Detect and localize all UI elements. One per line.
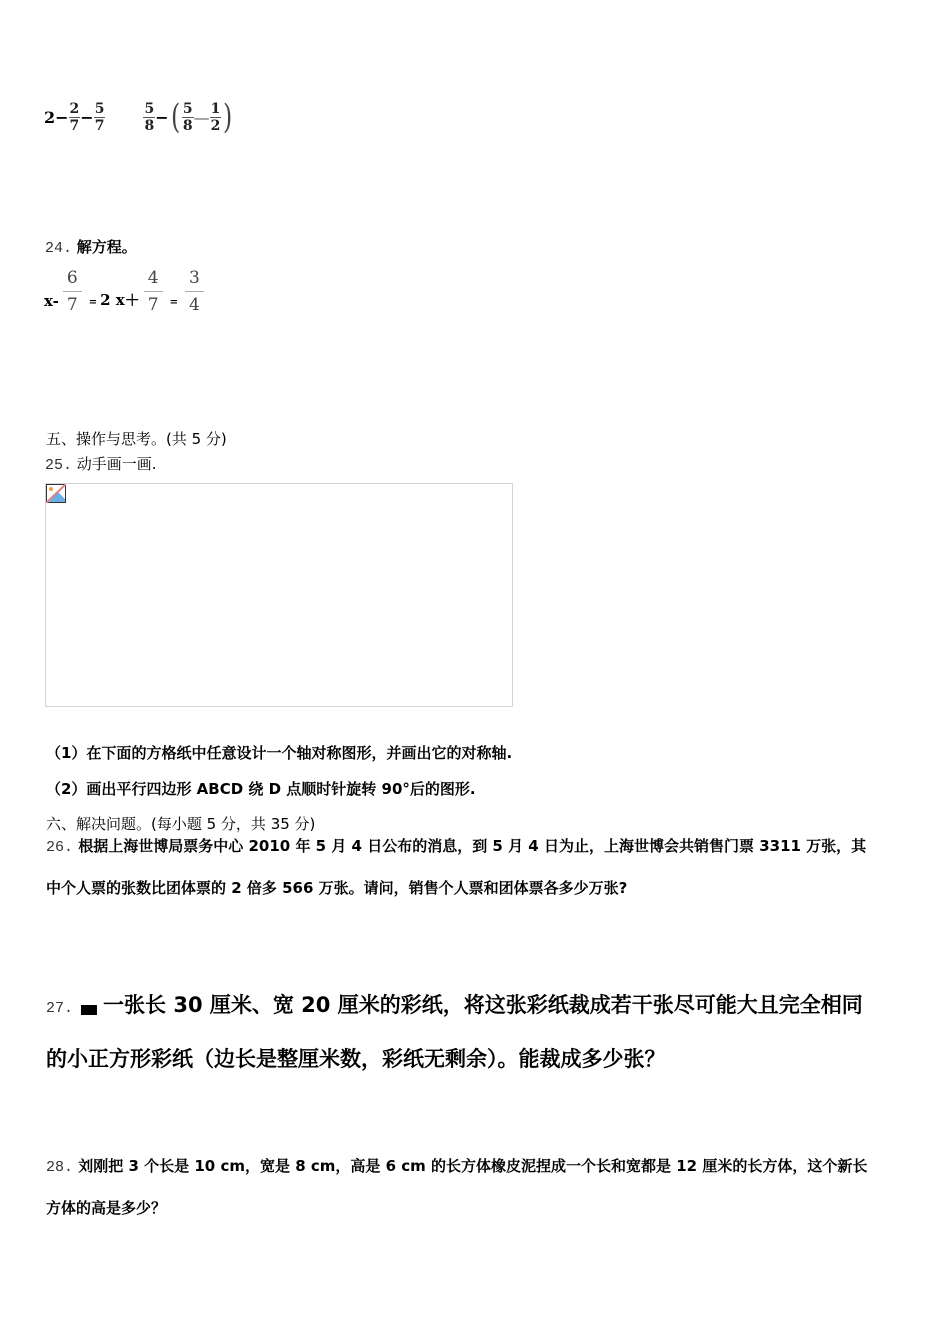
q24-title: 解方程。 — [76, 238, 137, 256]
expr2-op1: − — [155, 107, 169, 127]
eq-equals2: = — [169, 297, 178, 308]
expr2-frac3: $\frac{1}{2}$ — [210, 100, 221, 134]
section6-heading: 六、解决问题。(每小题 5 分，共 35 分) — [46, 815, 316, 833]
eq-frac3: $\frac{3}{4}$ — [185, 268, 204, 315]
q25-sub-items — [46, 733, 512, 809]
q24-number: 24. — [45, 240, 73, 257]
expr1-whole: 2 — [44, 107, 56, 127]
q28-line1: 28. 刘刚把 3 个长是 10 cm，宽是 8 cm，高是 6 cm 的长方体橡皮泥捏成一个长和宽都是 12 厘米的长方体，这个新长 — [46, 1157, 868, 1176]
broken-image-icon — [46, 484, 66, 503]
q25-title: 动手画一画. — [76, 455, 157, 473]
eq-frac1: $\frac{6}{7}$ — [63, 268, 82, 315]
q25-sub2: （2）画出平行四边形 ABCD 绕 D 点顺时针旋转 90°后的图形. — [46, 780, 476, 798]
eq-equals1: = — [88, 297, 98, 308]
eq-x-minus: x- — [44, 292, 59, 310]
expr1-op2: − — [80, 107, 94, 127]
expr2-op2: — — [193, 107, 210, 127]
q26 — [46, 826, 916, 908]
section5-heading: 五、操作与思考。(共 5 分) — [46, 430, 227, 448]
expr1-frac2: $\frac{5}{7}$ — [94, 100, 105, 134]
expr1-op1: − — [55, 107, 69, 127]
q28-line2: 方体的高是多少？ — [46, 1199, 167, 1217]
expr2-frac1: $\frac{5}{8}$ — [144, 100, 155, 134]
q28 — [46, 1146, 926, 1228]
left-paren: ( — [170, 97, 180, 137]
q28-number: 28. — [46, 1159, 74, 1176]
q25-heading — [45, 453, 157, 474]
q27-line1: 27. 一张长 30 厘米、宽 20 厘米的彩纸，将这张彩纸裁成若干张尽可能大且完全相同 — [46, 993, 863, 1017]
expr2-frac2: $\frac{5}{8}$ — [182, 100, 193, 134]
eq-frac2: $\frac{4}{7}$ — [144, 268, 163, 315]
q25-number: 25. — [45, 457, 73, 474]
q24-equation — [44, 268, 208, 315]
right-paren: ) — [223, 97, 233, 137]
q27-line2: 的小正方形彩纸（边长是整厘米数，彩纸无剩余）。能裁成多少张？ — [46, 1047, 666, 1071]
q25-sub1: （1）在下面的方格纸中任意设计一个轴对称图形，并画出它的对称轴. — [46, 744, 513, 762]
q27-number: 27. — [46, 1000, 74, 1017]
anchor-marker-icon — [81, 1005, 97, 1015]
q27 — [46, 980, 926, 1084]
grid-image-placeholder — [45, 483, 513, 707]
q23-expressions — [44, 97, 235, 137]
q26-number: 26. — [46, 839, 74, 856]
eq-2x-plus: 2 x＋ — [100, 291, 140, 309]
q24-heading — [45, 236, 137, 257]
q26-line2: 中个人票的张数比团体票的 2 倍多 566 万张。请问，销售个人票和团体票各多少万张? — [46, 879, 628, 897]
q26-line1: 26. 根据上海世博局票务中心 2010 年 5 月 4 日公布的消息，到 5 月 4 日为止，上海世博会共销售门票 3311 万张，其 — [46, 837, 867, 856]
expr1-frac1: $\frac{2}{7}$ — [69, 100, 80, 134]
